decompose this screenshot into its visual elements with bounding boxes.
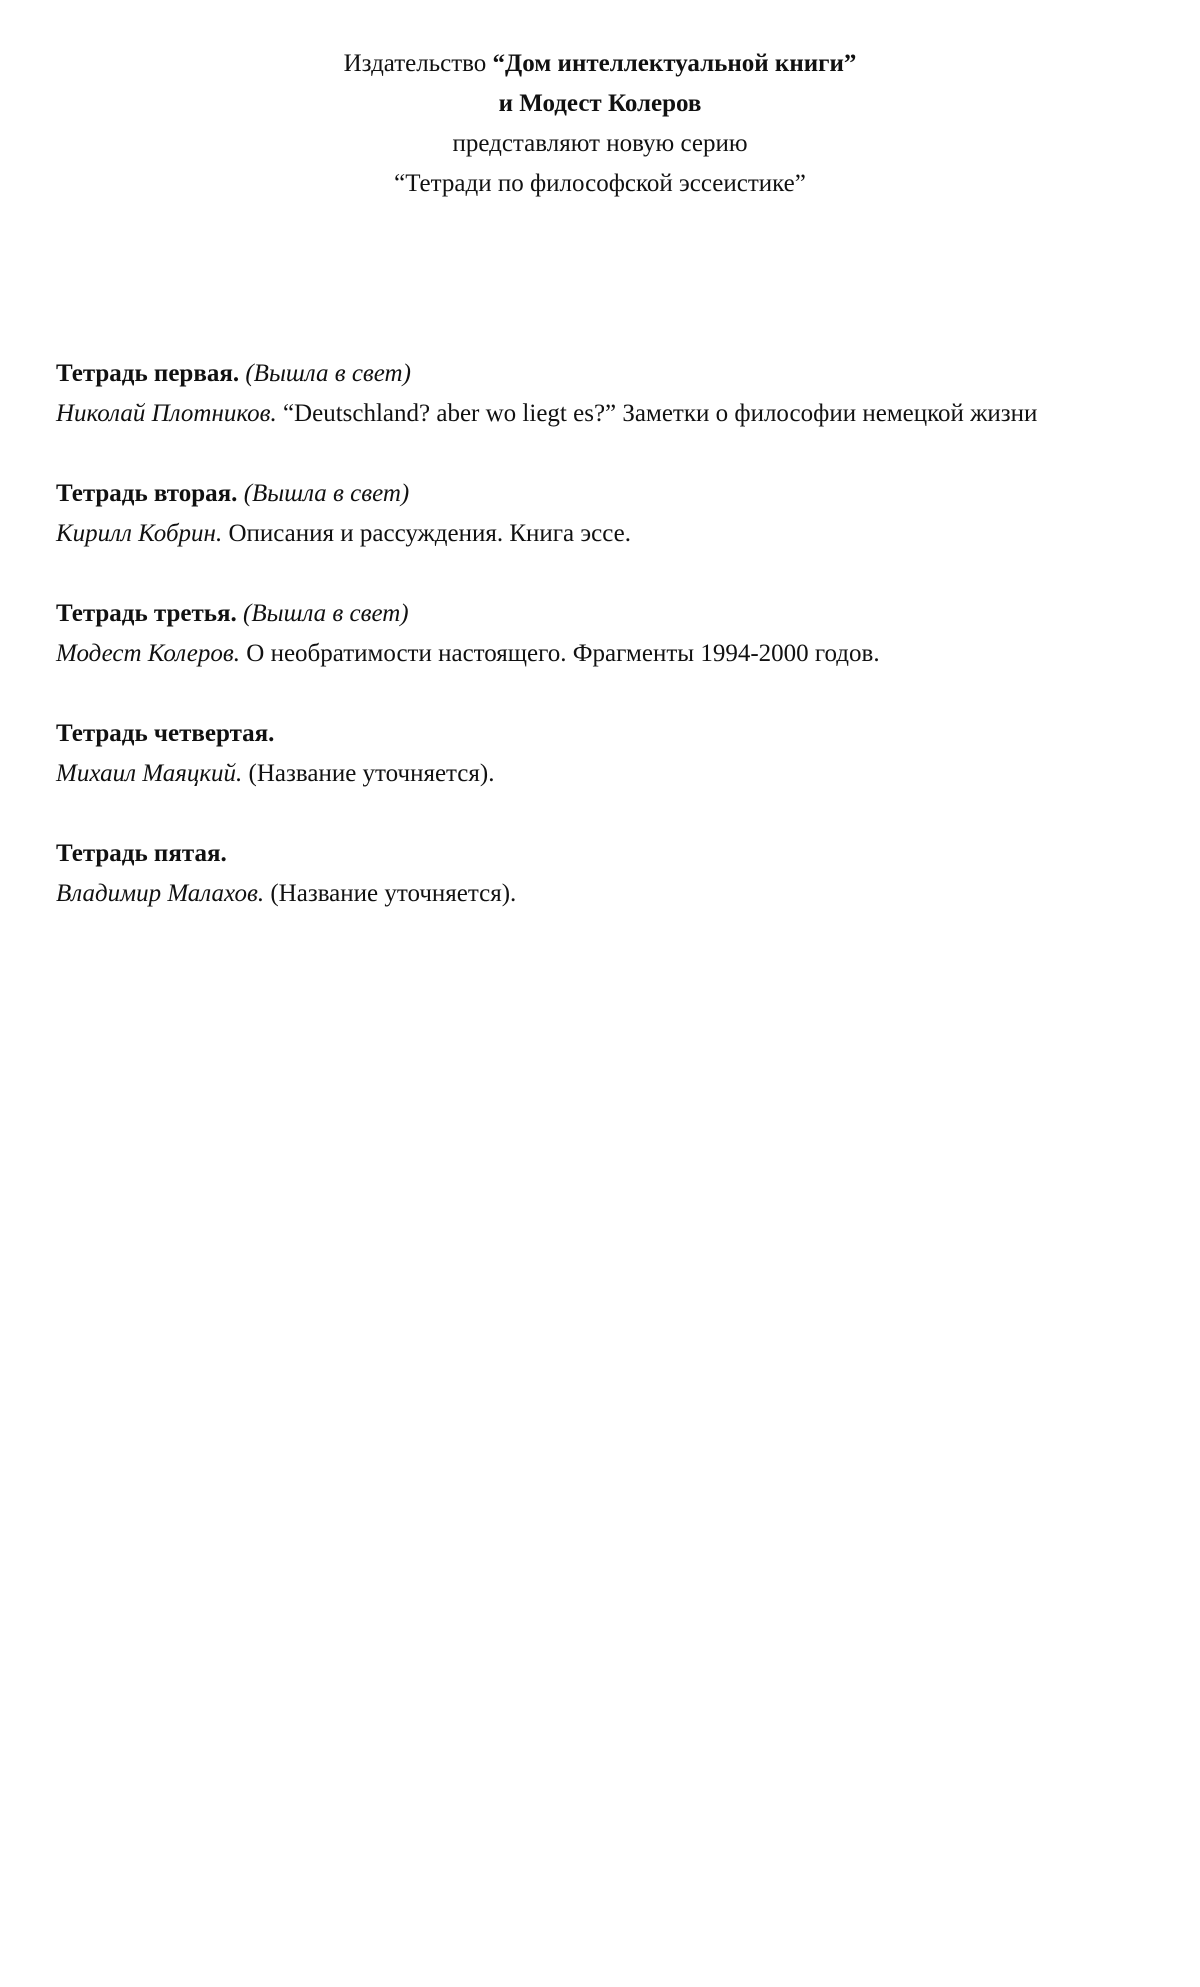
entry-work-title: (Название уточняется). bbox=[270, 880, 517, 907]
entry-author: Николай Плотников. bbox=[56, 400, 277, 427]
entry-heading bbox=[56, 834, 1152, 874]
entry-status: (Вышла в свет) bbox=[243, 600, 409, 627]
list-item bbox=[56, 354, 1152, 434]
entry-description bbox=[56, 754, 1152, 794]
entry-title: Тетрадь вторая. bbox=[56, 480, 238, 507]
list-item bbox=[56, 474, 1152, 554]
entry-heading bbox=[56, 714, 1152, 754]
entry-description bbox=[56, 634, 1152, 674]
entry-title: Тетрадь четвертая. bbox=[56, 720, 275, 747]
entry-description bbox=[56, 514, 1152, 554]
publisher-name: “Дом интеллектуальной книги” bbox=[492, 50, 857, 77]
list-item bbox=[56, 834, 1152, 914]
entry-status: (Вышла в свет) bbox=[245, 360, 411, 387]
entry-status: (Вышла в свет) bbox=[243, 480, 410, 507]
header-line-present: представляют новую серию bbox=[452, 130, 748, 157]
entry-work-title: (Название уточняется). bbox=[248, 760, 495, 787]
header-line-publisher bbox=[0, 44, 1200, 84]
entry-heading bbox=[56, 474, 1152, 514]
entry-work-title: “Deutschland? aber wo liegt es?” Заметки о философии немецкой жизни bbox=[282, 400, 1038, 427]
entry-description bbox=[56, 394, 1152, 434]
entry-heading bbox=[56, 594, 1152, 634]
entry-author: Кирилл Кобрин. bbox=[56, 520, 223, 547]
series-announcement-header bbox=[0, 44, 1200, 204]
list-item bbox=[56, 714, 1152, 794]
entry-author: Модест Колеров. bbox=[56, 640, 241, 667]
entry-work-title: О необратимости настоящего. Фрагменты 1994-2000 годов. bbox=[246, 640, 880, 667]
entry-author: Владимир Малахов. bbox=[56, 880, 265, 907]
header-line-coeditor: и Модест Колеров bbox=[498, 90, 702, 117]
entry-title: Тетрадь пятая. bbox=[56, 840, 227, 867]
entry-title: Тетрадь третья. bbox=[56, 600, 237, 627]
list-item bbox=[56, 594, 1152, 674]
entry-author: Михаил Маяцкий. bbox=[56, 760, 243, 787]
entry-title: Тетрадь первая. bbox=[56, 360, 240, 387]
series-title: “Тетради по философской эссеистике” bbox=[394, 170, 806, 197]
series-entries-list bbox=[56, 354, 1152, 954]
entry-heading bbox=[56, 354, 1152, 394]
entry-work-title: Описания и рассуждения. Книга эссе. bbox=[228, 520, 631, 547]
entry-description bbox=[56, 874, 1152, 914]
publisher-prefix: Издательство bbox=[343, 50, 493, 77]
